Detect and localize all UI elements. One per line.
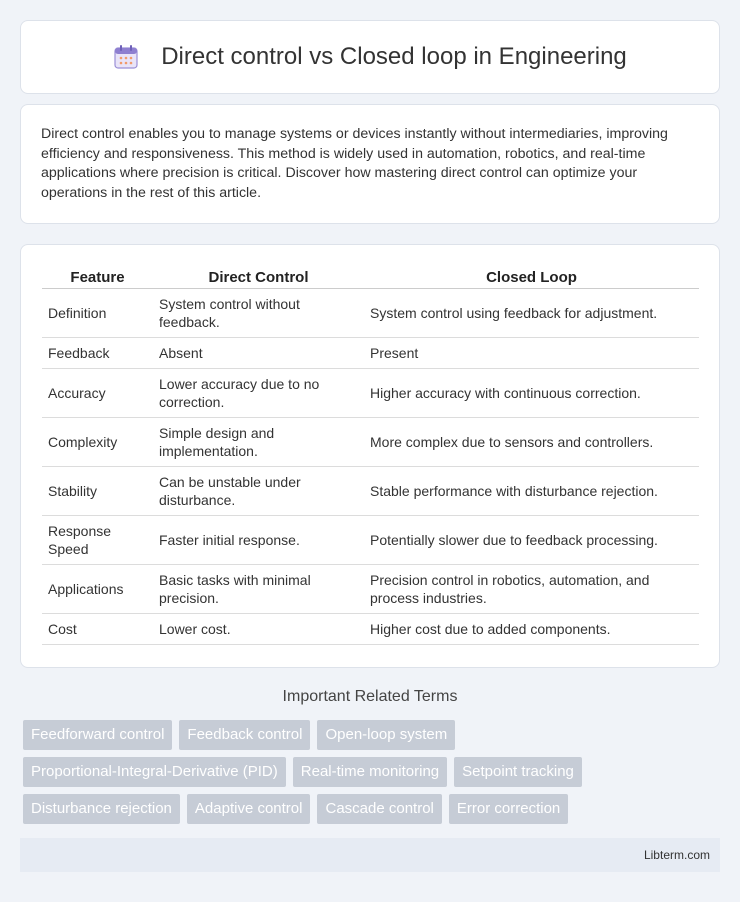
table-cell: Cost [42, 614, 153, 645]
tag-feedback-control[interactable]: Feedback control [179, 720, 310, 750]
tag-adaptive-control[interactable]: Adaptive control [187, 794, 311, 824]
intro-card [20, 104, 720, 224]
table-cell: Can be unstable under disturbance. [153, 467, 364, 516]
table-cell: More complex due to sensors and controllers. [364, 418, 699, 467]
table-cell: Response Speed [42, 516, 153, 565]
table-row [42, 418, 699, 467]
table-cell: System control without feedback. [153, 289, 364, 338]
table-row [42, 369, 699, 418]
tag-real-time-monitoring[interactable]: Real-time monitoring [293, 757, 447, 787]
table-header: Feature [42, 265, 153, 289]
title-card [20, 20, 720, 94]
related-terms-title: Important Related Terms [282, 688, 458, 705]
table-cell: Present [364, 338, 699, 369]
table-cell: Applications [42, 565, 153, 614]
table-row [42, 289, 699, 338]
tag-pid[interactable]: Proportional-Integral-Derivative (PID) [23, 757, 286, 787]
table-cell: Absent [153, 338, 364, 369]
table-header-row [42, 265, 699, 289]
table-cell: Accuracy [42, 369, 153, 418]
intro-text: Direct control enables you to manage systems or devices instantly without intermediaries, improving efficiency and responsiveness. This method is widely used in automation, robotics, and real-time applications where precision is critical. Discover how mastering direct control can optimize your operations in the rest of this article. [41, 126, 668, 201]
table-cell: Stability [42, 467, 153, 516]
table-cell: Basic tasks with minimal precision. [153, 565, 364, 614]
tag-feedforward-control[interactable]: Feedforward control [23, 720, 172, 750]
comparison-card [20, 244, 720, 668]
table-cell: Lower cost. [153, 614, 364, 645]
table-row [42, 338, 699, 369]
table-cell: Lower accuracy due to no correction. [153, 369, 364, 418]
table-cell: Faster initial response. [153, 516, 364, 565]
table-cell: Complexity [42, 418, 153, 467]
footer-site-link[interactable]: Libterm.com [643, 848, 710, 862]
table-cell: Precision control in robotics, automation, and process industries. [364, 565, 699, 614]
table-cell: Simple design and implementation. [153, 418, 364, 467]
table-row [42, 614, 699, 645]
table-row [42, 467, 699, 516]
tag-cascade-control[interactable]: Cascade control [317, 794, 441, 824]
table-cell: Feedback [42, 338, 153, 369]
table-cell: Definition [42, 289, 153, 338]
table-header: Direct Control [153, 265, 364, 289]
tag-setpoint-tracking[interactable]: Setpoint tracking [454, 757, 582, 787]
table-cell: Higher cost due to added components. [364, 614, 699, 645]
related-terms [23, 720, 723, 831]
page-title: Direct control vs Closed loop in Engineering [161, 43, 627, 70]
footer [20, 838, 720, 872]
tag-error-correction[interactable]: Error correction [449, 794, 568, 824]
tag-disturbance-rejection[interactable]: Disturbance rejection [23, 794, 180, 824]
table-cell: Stable performance with disturbance rejection. [364, 467, 699, 516]
table-row [42, 516, 699, 565]
comparison-table [42, 265, 699, 645]
table-cell: Higher accuracy with continuous correction. [364, 369, 699, 418]
table-header: Closed Loop [364, 265, 699, 289]
calendar-icon [113, 44, 139, 70]
table-cell: Potentially slower due to feedback processing. [364, 516, 699, 565]
table-cell: System control using feedback for adjustment. [364, 289, 699, 338]
table-row [42, 565, 699, 614]
tag-open-loop-system[interactable]: Open-loop system [317, 720, 455, 750]
